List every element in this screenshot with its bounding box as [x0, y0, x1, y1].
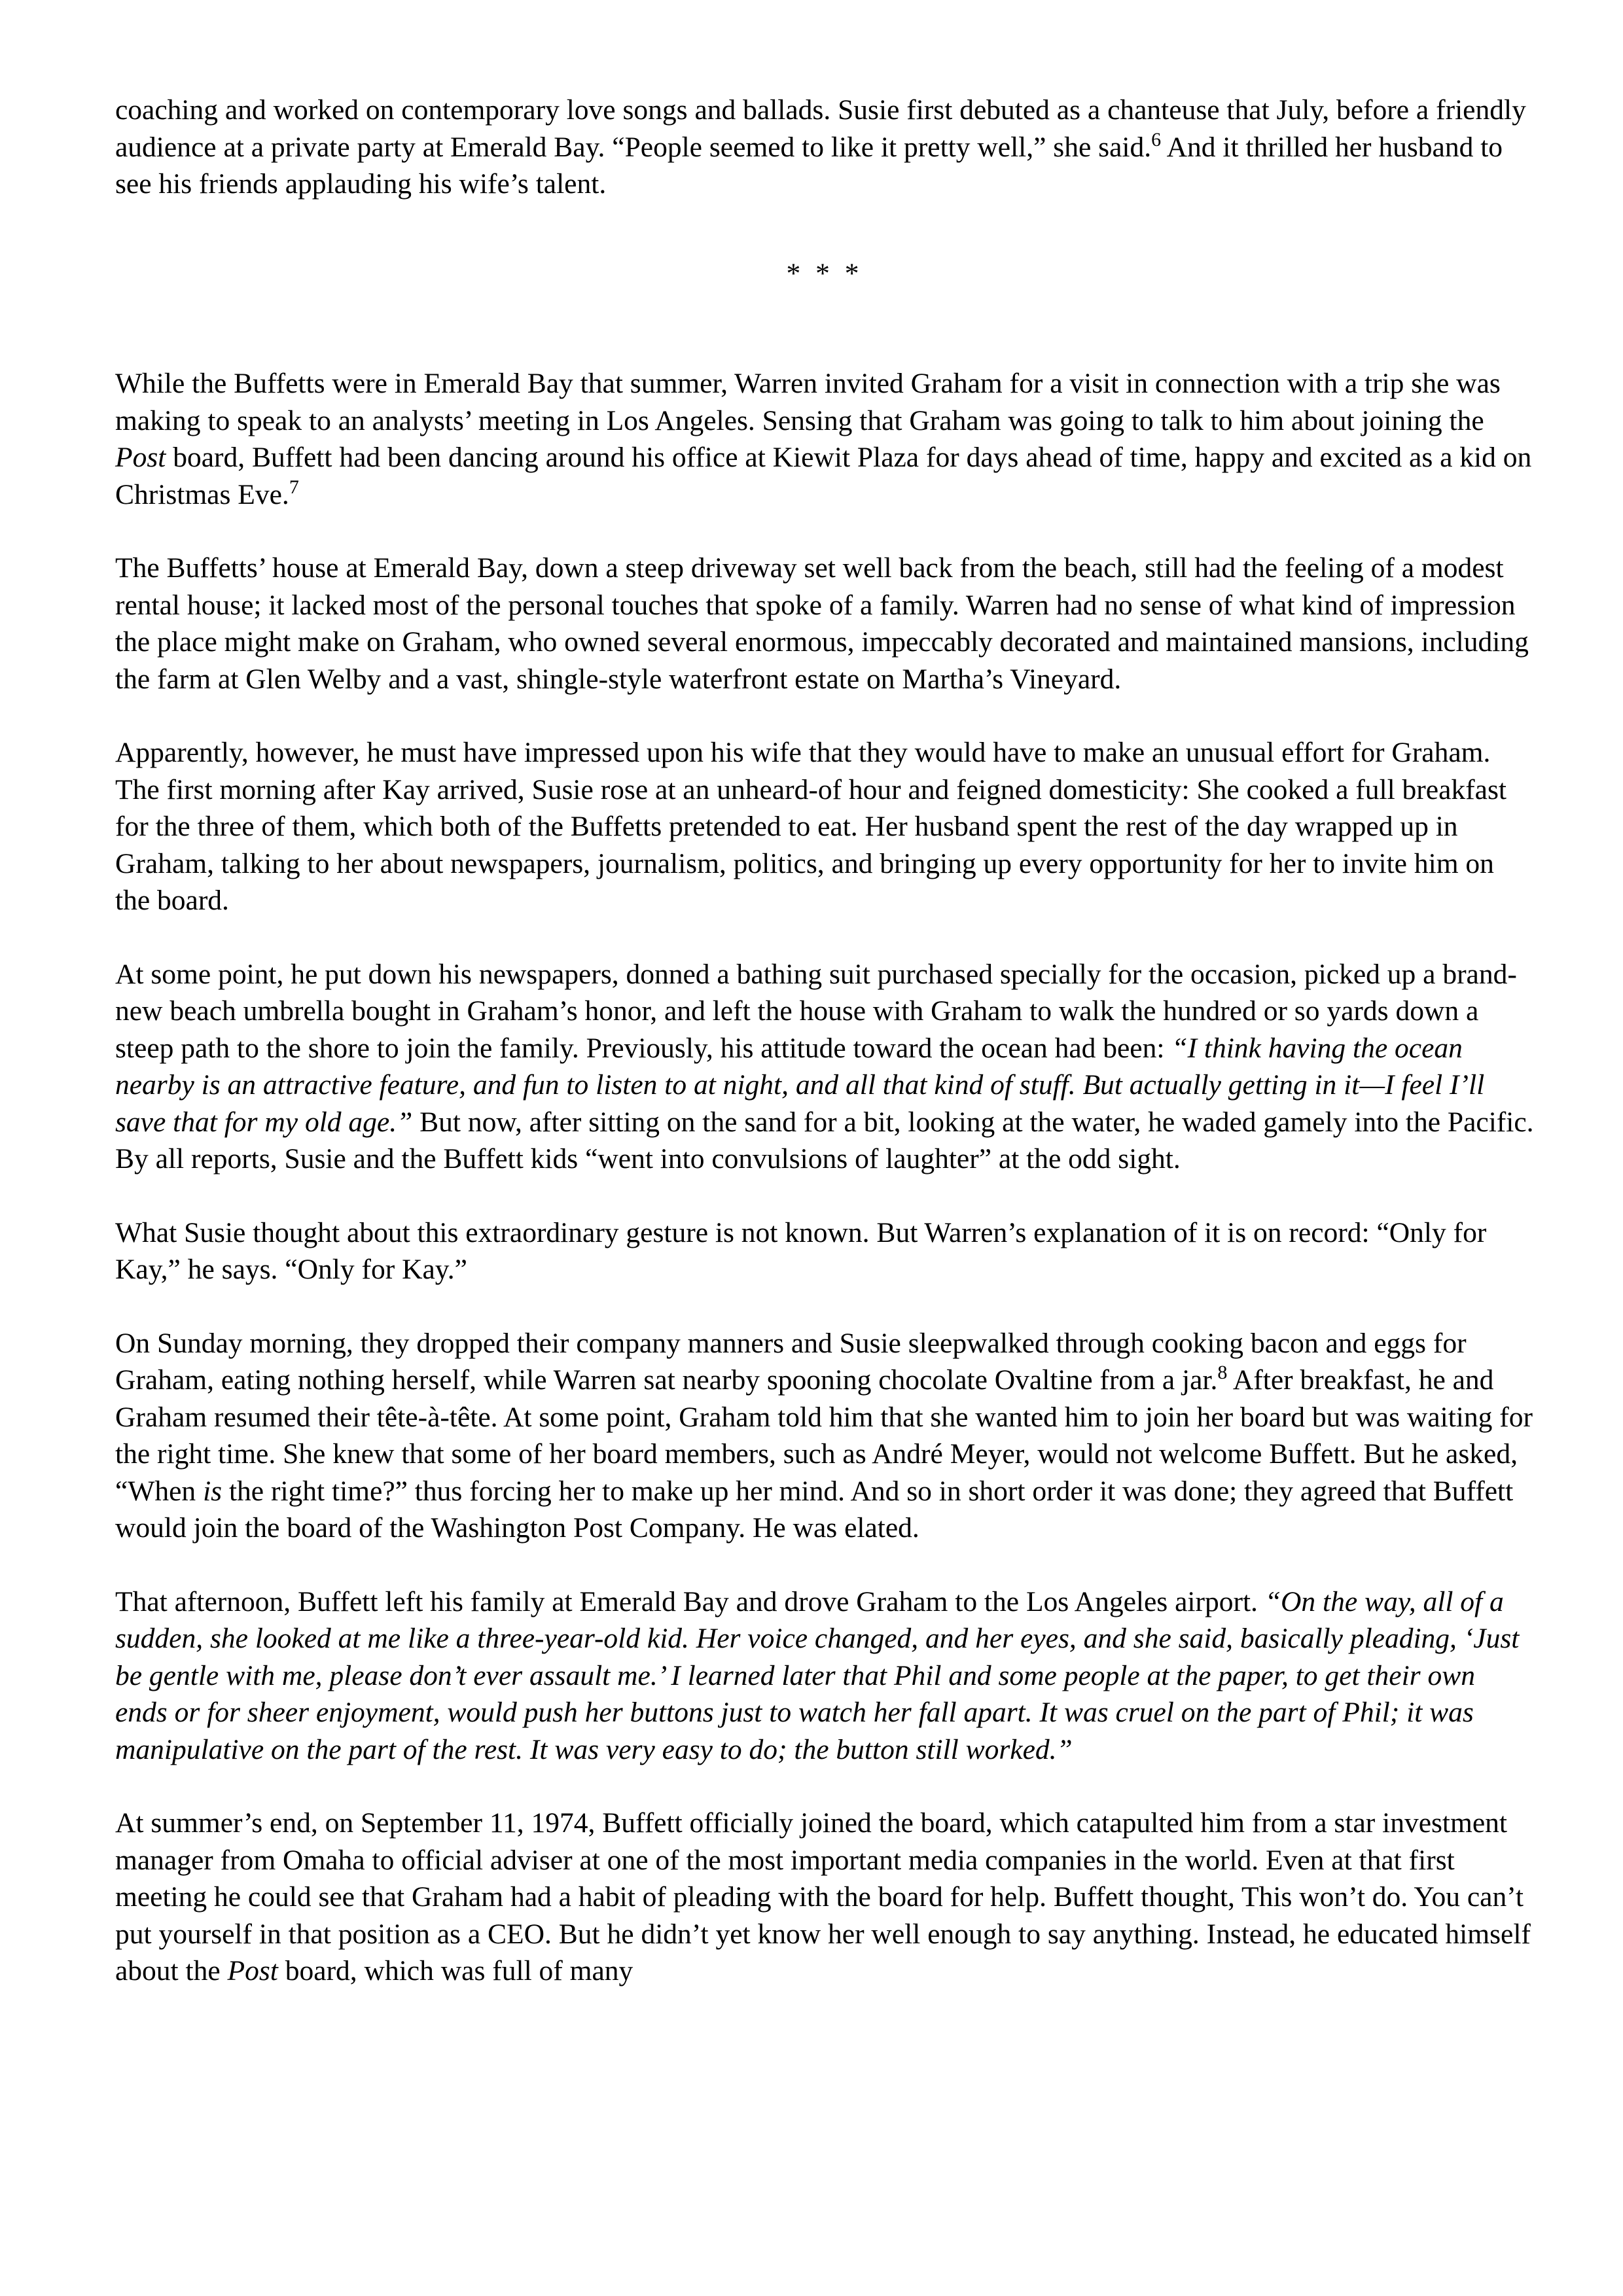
italic-text: Post — [115, 442, 166, 473]
paragraph-9 — [115, 1805, 1534, 1990]
paragraph-8 — [115, 1583, 1534, 1769]
paragraph-3 — [115, 550, 1534, 698]
text-run: coaching and worked on contemporary love songs and ballads. Susie first debuted as a chanteuse that July, before a friendly audience at a private party at Emerald Bay. “People seemed to like it pretty well,” she said. — [115, 94, 1526, 163]
text-run: On Sunday morning, they dropped their company manners and Susie sleepwalked through cooking bacon and eggs for Graham, eating nothing herself, while Warren sat nearby spooning chocolate Ovaltine from a jar. — [115, 1327, 1467, 1396]
text-run: At summer’s end, on September 11, 1974, Buffett officially joined the board, which catapulted him from a star investment manager from Omaha to official adviser at one of the most important media companies in the world. Even at that first meeting he could see that Graham had a habit of pleading with the board for help. Buffett thought, This won’t do. You can’t put yourself in that position as a CEO. But he didn’t yet know her well enough to say anything. Instead, he educated himself about the — [115, 1807, 1531, 1987]
text-run: What Susie thought about this extraordinary gesture is not known. But Warren’s explanation of it is on record: “Only for Kay,” he says. “Only for Kay.” — [115, 1216, 1487, 1285]
italic-quote: “On the way, all of a sudden, she looked at me like a three-year-old kid. Her voice changed, and her eyes, and she said, basically pleading, ‘Just be gentle with me, please don’t ever assault me.’ I learned later that Phil and some people at the paper, to get their own ends or for sheer enjoyment, would push her buttons just to watch her fall apart. It was cruel on the part of Phil; it was manipulative on the part of the rest. It was very easy to do; the button still worked.” — [115, 1585, 1520, 1765]
italic-text: Post — [227, 1955, 278, 1987]
text-run: At some point, he put down his newspapers, donned a bathing suit purchased specially for the occasion, picked up a brand-new beach umbrella bought in Graham’s honor, and left the house with Graham to walk the hundred or so yards down a steep path to the shore to join the family. Previously, his attitude toward the ocean had been: — [115, 958, 1517, 1064]
text-run: The Buffetts’ house at Emerald Bay, down a steep driveway set well back from the beach, still had the feeling of a modest rental house; it lacked most of the personal touches that spoke of a family. Warren had no sense of what kind of impression the place might make on Graham, who owned several enormous, impeccably decorated and maintained mansions, including the farm at Glen Welby and a vast, shingle-style waterfront estate on Martha’s Vineyard. — [115, 552, 1529, 695]
paragraph-6 — [115, 1214, 1534, 1288]
paragraph-4 — [115, 734, 1534, 919]
paragraph-7 — [115, 1325, 1534, 1547]
text-run: While the Buffetts were in Emerald Bay that summer, Warren invited Graham for a visit in connection with a trip she was making to speak to an analysts’ meeting in Los Angeles. Sensing that Graham was going to talk to him about joining the — [115, 368, 1501, 436]
footnote-marker: 7 — [289, 476, 299, 498]
text-run: board, Buffett had been dancing around his office at Kiewit Plaza for days ahead of time, happy and excited as a kid on Christmas Eve. — [115, 442, 1532, 510]
text-run: After breakfast, he and Graham resumed their tête-à-tête. At some point, Graham told him that she wanted him to join her board but was waiting for the right time. She knew that some of her board members, such as André Meyer, would not welcome Buffett. But he asked, “When — [115, 1364, 1533, 1507]
paragraph-5 — [115, 956, 1534, 1178]
section-separator: * * * — [786, 257, 863, 289]
italic-quote: “I think having the ocean nearby is an attractive feature, and fun to listen to at night, and all that kind of stuff. But actually getting in it—I feel I’ll save that for my old age.” — [115, 1032, 1485, 1138]
text-run: the right time?” thus forcing her to make up her mind. And so in short order it was done; they agreed that Buffett would join the board of the Washington Post Company. He was elated. — [115, 1475, 1514, 1544]
text-run: Apparently, however, he must have impressed upon his wife that they would have to make an unusual effort for Graham. The first morning after Kay arrived, Susie rose at an unheard-of hour and feigned domesticity: She cooked a full breakfast for the three of them, which both of the Buffetts pretended to eat. Her husband spent the rest of the day wrapped up in Graham, talking to her about newspapers, journalism, politics, and bringing up every opportunity for her to invite him on the board. — [115, 737, 1507, 916]
paragraph-1 — [115, 92, 1534, 203]
text-run: But now, after sitting on the sand for a bit, looking at the water, he waded gamely into the Pacific. By all reports, Susie and the Buffett kids “went into convulsions of laughter” at the odd sight. — [115, 1106, 1534, 1174]
text-run: That afternoon, Buffett left his family at Emerald Bay and drove Graham to the Los Angeles airport. — [115, 1585, 1265, 1617]
paragraph-2 — [115, 365, 1534, 513]
footnote-marker: 8 — [1217, 1362, 1228, 1383]
italic-text: is — [203, 1475, 223, 1507]
text-run: And it thrilled her husband to see his friends applauding his wife’s talent. — [115, 131, 1503, 200]
text-run: board, which was full of many — [277, 1955, 633, 1987]
document-page — [115, 92, 1534, 2026]
footnote-marker: 6 — [1151, 128, 1162, 150]
